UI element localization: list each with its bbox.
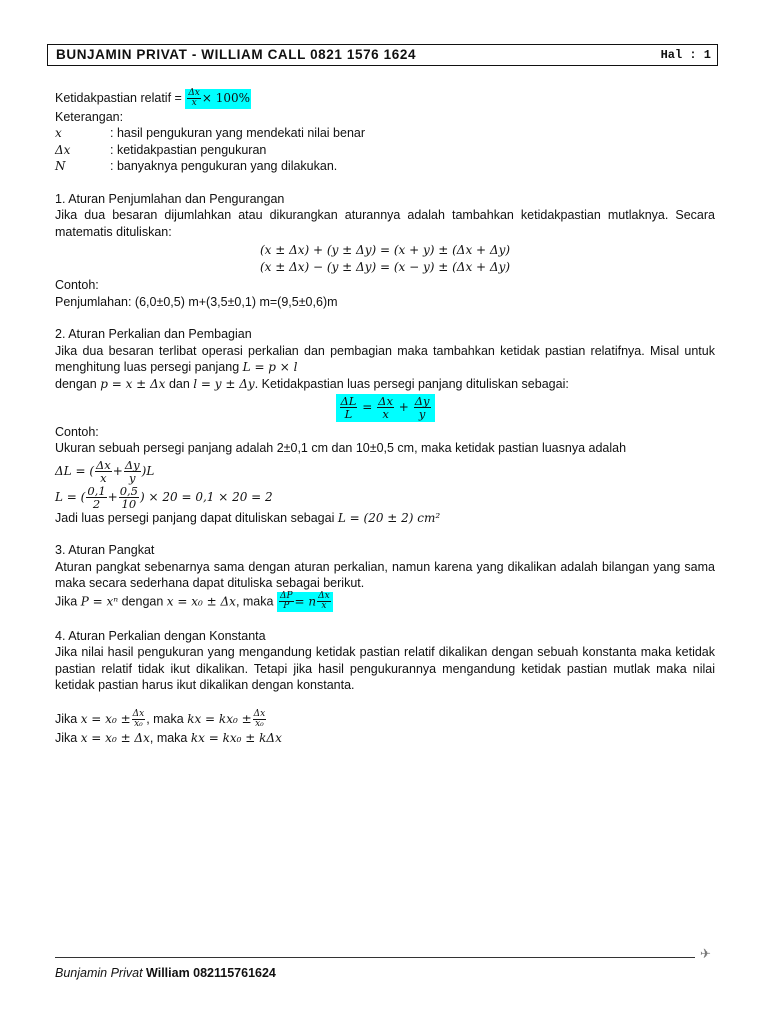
section-2-line2: dengan p = x ± Δx dan l = y ± Δy. Ketidakpastian luas persegi panjang dituliskan sebagai: — [55, 376, 569, 391]
footer-contact: William 082115761624 — [146, 966, 276, 980]
equation-difference: (x ± Δx) − (y ± Δy) = (x − y) ± (Δx + Δy) — [259, 259, 511, 274]
page-number: Hal : 1 — [660, 47, 711, 62]
section-1-example: Penjumlahan: (6,0±0,5) m+(3,5±0,1) m=(9,5±0,6)m — [55, 294, 338, 309]
footer — [55, 965, 276, 982]
relative-uncertainty-label: Ketidakpastian relatif = — [55, 91, 182, 106]
relative-uncertainty-formula: $\frac{\Delta x}{x}$ × 100% — [185, 89, 251, 109]
section-2-result: Jadi luas persegi panjang dapat dituliskan sebagai L = (20 ± 2) cm² — [55, 510, 441, 525]
relative-uncertainty-line — [55, 89, 715, 109]
document-body — [55, 87, 715, 746]
product-rule-formula: $\frac{\Delta L}{L}$ = $\frac{\Delta x}{x}$ + $\frac{\Delta y}{y}$ — [55, 394, 715, 421]
header-box — [47, 44, 718, 66]
contoh-label: Contoh: — [55, 424, 99, 439]
section-4-text: Jika nilai hasil pengukuran yang mengandung ketidak pastian relatif dikalikan dengan sebuah konstanta maka ketidak pastian relatif tidak ikut dikalikan. Tetapi jika hasil pengukurannya mengandung ketidak pastian mutlak maka nilai ketidak pastian harus ikut dikalikan dengan konstanta. — [55, 645, 715, 693]
constant-rule-relative: Jika x = x₀ ± $\frac{\Delta x}{\text{x₀}}$ , maka kx = kx₀ ± $\frac{\Delta x}{\text{x₀}}$ — [55, 708, 266, 730]
formula-fraction: $\frac{\Delta x}{x}$ — [188, 88, 200, 109]
section-2-title: 2. Aturan Perkalian dan Pembagian — [55, 327, 252, 342]
section-1-text: Jika dua besaran dijumlahkan atau dikurangkan aturannya adalah tambahkan ketidakpastian mutlaknya. Secara matematis dituliskan: — [55, 208, 715, 239]
section-3-title: 3. Aturan Pangkat — [55, 543, 155, 558]
calc-delta-l: ΔL = ( $\frac{\Delta x}{x}$ + $\frac{\Delta y}{y}$ )L — [55, 457, 155, 485]
power-rule-formula: $\frac{\Delta P}{P}$ = n $\frac{\Delta x}{x}$ — [277, 592, 333, 612]
plane-icon: ✈ — [700, 946, 711, 961]
calc-l: L = ( $\frac{0,1}{2}$ + $\frac{0,5}{10}$ ) × 20 = 0,1 × 20 = 2 — [55, 483, 273, 511]
contoh-label: Contoh: — [55, 278, 99, 293]
footer-name: Bunjamin Privat — [55, 966, 143, 980]
equation-sum: (x ± Δx) + (y ± Δy) = (x + y) ± (Δx + Δy) — [259, 243, 511, 258]
def-row: x : hasil pengukuran yang mendekati nilai benar — [55, 126, 366, 141]
def-row: N : banyaknya pengukuran yang dilakukan. — [55, 159, 338, 174]
constant-rule-absolute: Jika x = x₀ ± Δx, maka kx = kx₀ ± kΔx — [55, 730, 282, 745]
section-2-example: Ukuran sebuah persegi panjang adalah 2±0,1 cm dan 10±0,5 cm, maka ketidak pastian luasnya adalah — [55, 441, 627, 455]
header-title: BUNJAMIN PRIVAT - WILLIAM CALL 0821 1576 1624 — [56, 46, 417, 62]
keterangan-label: Keterangan: — [55, 109, 124, 124]
power-rule-line: Jika P = xⁿ dengan x = x₀ ± Δx, maka $\frac{\Delta P}{P}$ = n $\frac{\Delta x}{x}$ — [55, 592, 715, 612]
footer-divider — [55, 957, 695, 958]
def-row: Δx : ketidakpastian pengukuran — [55, 142, 267, 157]
section-1-title: 1. Aturan Penjumlahan dan Pengurangan — [55, 191, 285, 206]
section-2-text: Jika dua besaran terlibat operasi perkalian dan pembagian maka tambahkan ketidak pastian relatifnya. Misal untuk menghitung luas persegi panjang L = p × l — [55, 343, 715, 375]
section-3-text: Aturan pangkat sebenarnya sama dengan aturan perkalian, namun karena yang dikalikan adalah bilangan yang sama maka secara sederhana dapat dituliska sebagai berikut. — [55, 559, 715, 591]
section-4-title: 4. Aturan Perkalian dengan Konstanta — [55, 628, 266, 643]
